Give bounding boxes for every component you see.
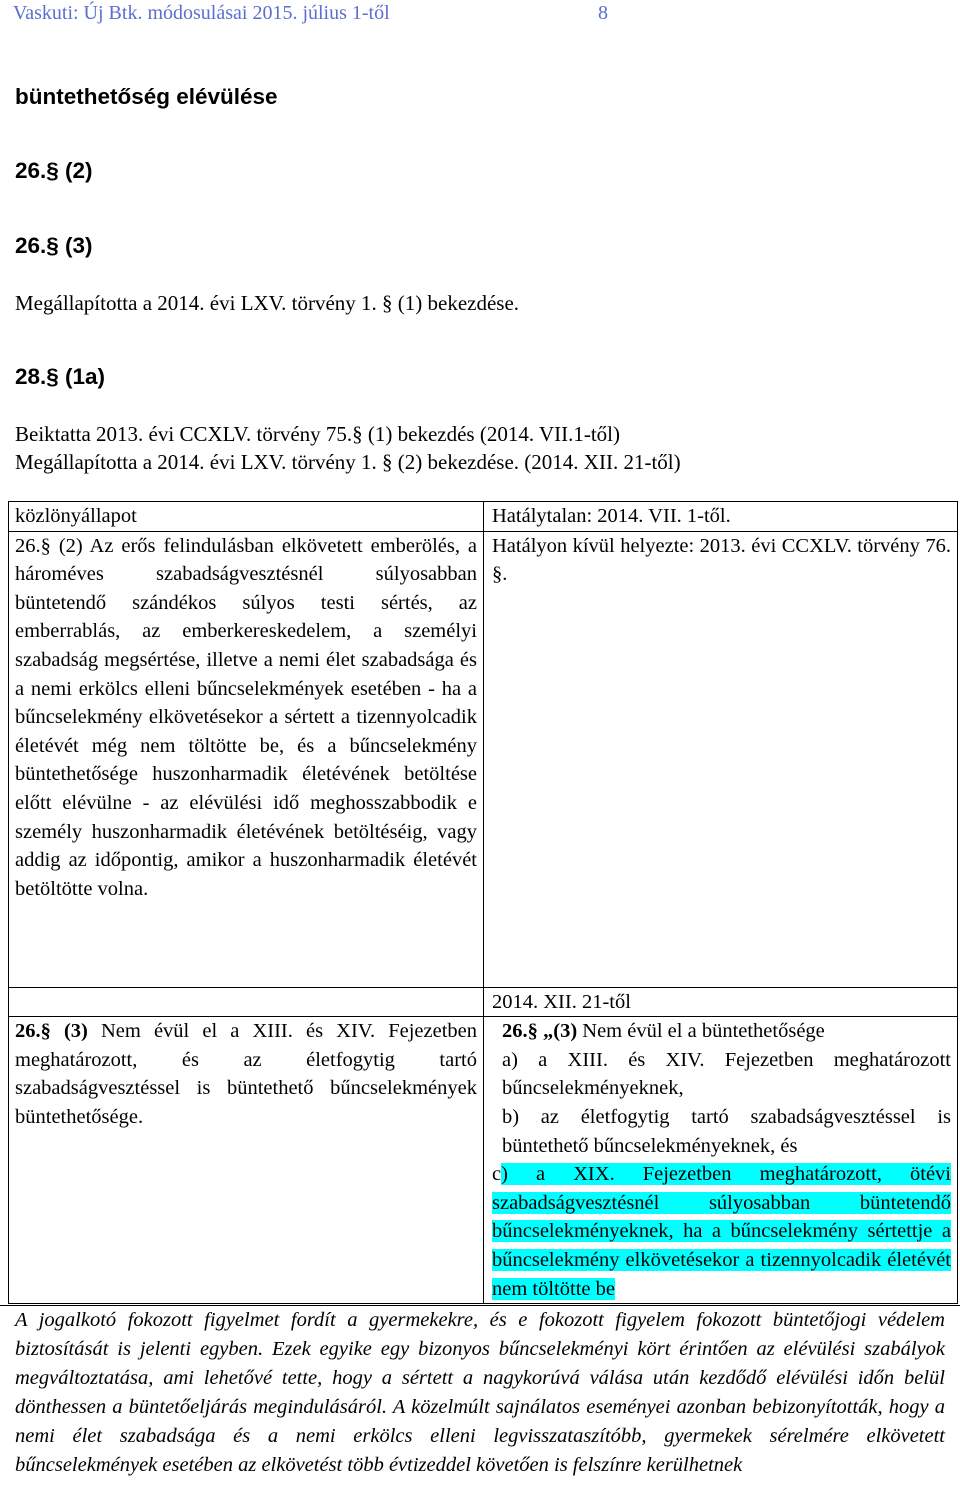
comparison-table	[8, 501, 958, 1304]
table-header-cell: közlönyállapot	[9, 502, 484, 532]
section-heading: büntethetőség elévülése	[15, 84, 278, 109]
old-provision-text: Nem évül el a XIII. és XIV. Fejezetben meghatározott, és az életfogytig tartó szabadságvesztéssel is büntethető bűncselekmények büntethetősége.	[15, 1020, 477, 1128]
commentary-text: A jogalkotó fokozott figyelmet fordít a gyermekekre, és e fokozott figyelem fokozott büntetőjogi védelem biztosítását is jelenti egyben. Ezek egyike egy bizonyos bűncselekményi kört érintően az elévülési szabályok megváltoztatása, ami lehetővé tette, hogy a sértett a nagykorúvá válása után kezdődő elévülési időn belül dönthessen a büntetőeljárás megindulásáról. A közelmúlt sajnálatos eseményei azonban bebizonyították, hogy a nemi élet szabadsága és a nemi erkölcs elleni legvisszataszítóbb, gyermekek sérelmére elkövetett bűncselekmények esetében az elkövetést több évtizeddel követően is felszínre kerülhetnek	[15, 1309, 945, 1476]
table-row	[9, 987, 958, 1017]
amendment-note: Megállapította a 2014. évi LXV. törvény 1. § (2) bekezdése. (2014. XII. 21-től)	[15, 450, 681, 474]
section-number: 26.§ „(3)	[502, 1020, 578, 1043]
old-text-cell	[9, 1017, 484, 1304]
table-row	[9, 531, 958, 987]
new-text-cell	[484, 1017, 958, 1304]
repeal-note: Hatályon kívül helyezte: 2013. évi CCXLV. törvény 76. §.	[492, 534, 951, 586]
new-provision-point-b: b) az életfogytig tartó szabadságvesztéssel is büntethető bűncselekményeknek, és	[502, 1105, 951, 1157]
old-text-cell	[9, 531, 484, 987]
running-header: Vaskuti: Új Btk. módosulásai 2015. július 1-től	[13, 2, 390, 24]
old-provision-text: (2) Az erős felindulásban elkövetett emberölés, a hároméves szabadságvesztésnél súlyosabban büntetendő szándékos súlyos testi sértés, az emberrablás, az emberkereskedelem, a személyi szabadság megsértése, illetve a nemi élet szabadsága és a nemi erkölcs elleni bűncselekmények esetében - ha a bűncselekmény elkövetésekor a sértett a tizennyolcadik életévét még nem töltötte be, és a bűncselekmény büntethetősége huszonharmadik életévének betöltése előtt elévülne - az elévülési idő meghosszabbodik e személy huszonharmadik életévének betöltéséig, vagy addig az időpontig, amikor a huszonharmadik életévét betöltötte volna.	[15, 534, 477, 900]
section-number: 26.§	[15, 534, 51, 557]
repeal-cell	[484, 531, 958, 987]
new-provision-intro: Nem évül el a büntethetősége	[582, 1020, 825, 1043]
commentary-box	[0, 1305, 960, 1480]
new-provision-point-c	[492, 1163, 951, 1299]
section-ref-28-1a: 28.§ (1a)	[15, 364, 106, 389]
amendment-note: Beiktatta 2013. évi CCXLV. törvény 75.§ (1) bekezdés (2014. VII.1-től)	[15, 422, 621, 446]
amendment-note: Megállapította a 2014. évi LXV. törvény 1. § (1) bekezdése.	[15, 291, 520, 315]
page-number: 8	[598, 2, 608, 24]
table-header-cell: Hatálytalan: 2014. VII. 1-től.	[484, 502, 958, 532]
new-provision-point-a: a) a XIII. és XIV. Fejezetben meghatározott bűncselekményeknek,	[502, 1048, 951, 1100]
table-row	[9, 1017, 958, 1304]
table-header-row	[9, 502, 958, 532]
point-c-letter: c	[492, 1163, 502, 1186]
highlighted-text: ) a XIX. Fejezetben meghatározott, ötévi szabadságvesztésnél súlyosabban büntetendő bűncselekményeknek, ha a bűncselekmény sértettje a bűncselekmény elkövetésekor a tizennyolcadik életévét nem töltötte be	[492, 1163, 951, 1300]
empty-cell	[9, 987, 484, 1017]
effective-date-cell: 2014. XII. 21-től	[484, 987, 958, 1017]
section-ref-26-3: 26.§ (3)	[15, 233, 93, 258]
section-ref-26-2: 26.§ (2)	[15, 158, 93, 183]
section-number: 26.§ (3)	[15, 1020, 88, 1043]
